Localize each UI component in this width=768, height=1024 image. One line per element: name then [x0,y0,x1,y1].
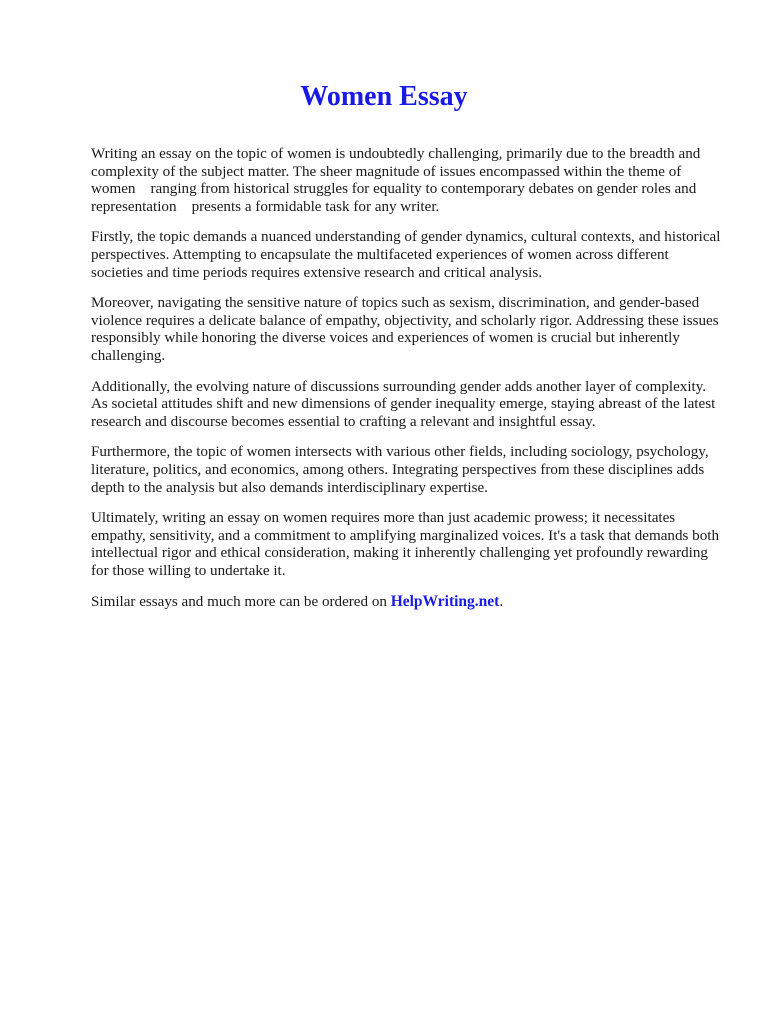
paragraph-6: Ultimately, writing an essay on women requires more than just academic prowess; it necessitates empathy, sensitivity, and a commitment to amplifying marginalized voices. It's a task that demands both intellectual rigor and ethical consideration, making it inherently challenging yet profoundly rewarding for those willing to undertake it. [91,510,719,579]
footer-suffix: . [499,594,504,611]
paragraph-5: Furthermore, the topic of women intersects with various other fields, including sociology, psychology, literature, politics, and economics, among others. Integrating perspectives from these disciplines adds depth to the analysis but also demands interdisciplinary expertise. [91,444,709,496]
footer-line [91,593,723,612]
footer-prefix: Similar essays and much more can be ordered on [91,594,391,611]
essay-body [91,146,723,625]
paragraph-4: Additionally, the evolving nature of discussions surrounding gender adds another layer of complexity. As societal attitudes shift and new dimensions of gender inequality emerge, staying abreast of the latest research and discourse becomes essential to crafting a relevant and insightful essay. [91,378,716,430]
paragraph-3: Moreover, navigating the sensitive nature of topics such as sexism, discrimination, and gender-based violence requires a delicate balance of empathy, objectivity, and scholarly rigor. Addressing these issues responsibly while honoring the diverse voices and experiences of women is crucial but inherently challenging. [91,295,719,364]
helpwriting-link[interactable]: HelpWriting.net [390,593,500,611]
paragraph-1: Writing an essay on the topic of women is undoubtedly challenging, primarily due to the breadth and complexity of the subject matter. The sheer magnitude of issues encompassed within the theme of women ranging from historical struggles for equality to contemporary debates on gender roles and representation presents a formidable task for any writer. [91,146,705,215]
paragraph-2: Firstly, the topic demands a nuanced understanding of gender dynamics, cultural contexts, and historical perspectives. Attempting to encapsulate the multifaceted experiences of women across different societies and time periods requires extensive research and critical analysis. [91,229,721,281]
page-title: Women Essay [300,81,468,112]
